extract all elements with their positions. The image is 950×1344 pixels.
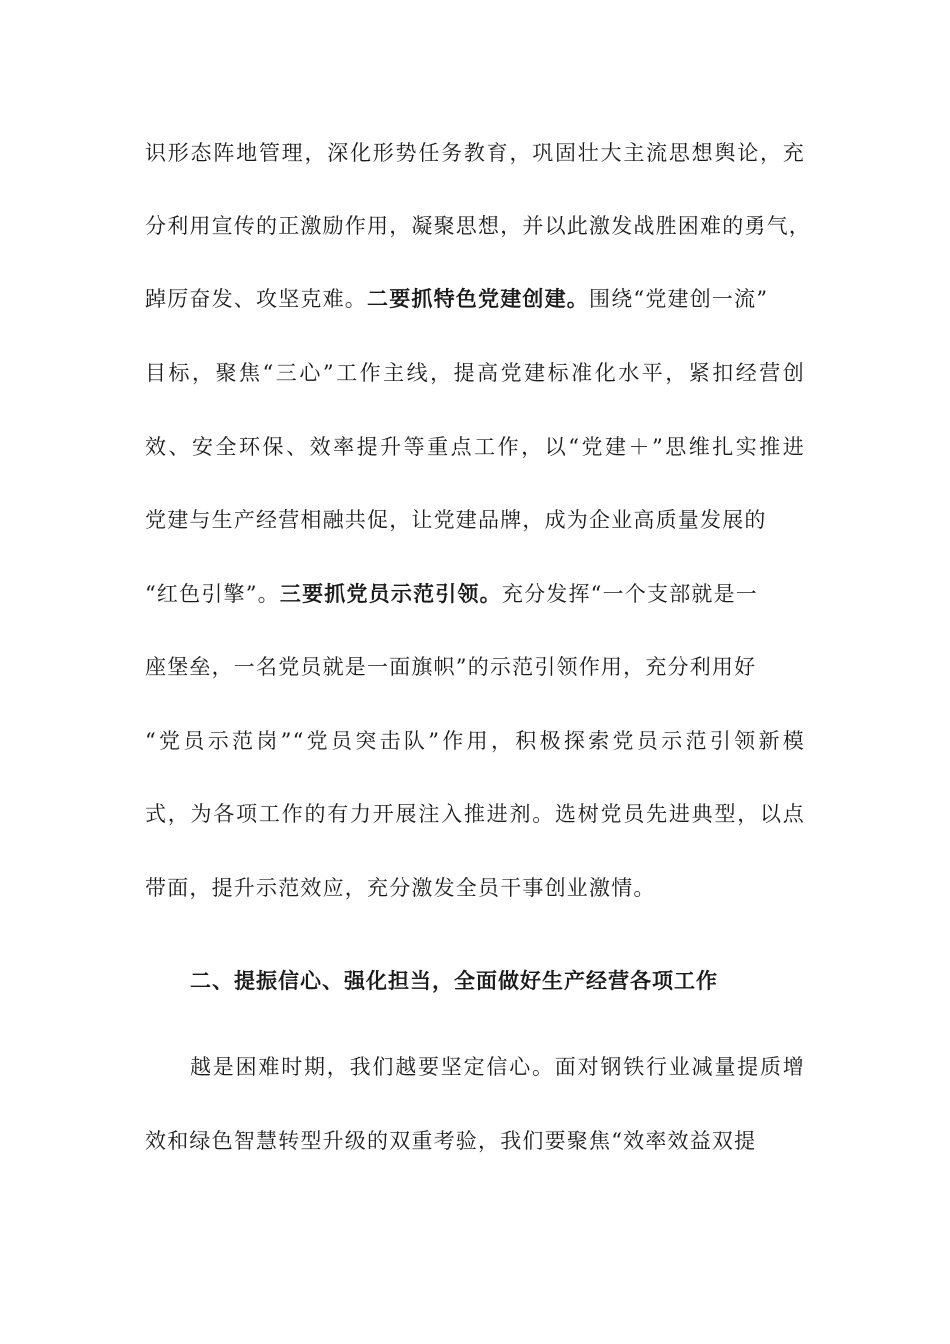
text-run: “红色引擎”。 — [145, 582, 280, 606]
paragraph-line: 分利用宣传的正激励作用，凝聚思想，并以此激发战胜困难的勇气， — [145, 214, 811, 238]
text-run: 踔厉奋发、攻坚克难。 — [145, 287, 367, 311]
paragraph-line: 式，为各项工作的有力开展注入推进剂。选树党员先进典型，以点 — [145, 802, 805, 826]
bold-emphasis: 二要抓特色党建创建。 — [367, 287, 589, 311]
paragraph-line: 带面，提升示范效应，充分激发全员干事创业激情。 — [145, 876, 656, 900]
paragraph-line: 效、安全环保、效率提升等重点工作，以“党建＋”思维扎实推进 — [145, 435, 805, 459]
paragraph-line — [145, 579, 805, 609]
paragraph-line: 党建与生产经营相融共促，让党建品牌，成为企业高质量发展的 — [145, 508, 767, 532]
paragraph-line: 效和绿色智慧转型升级的双重考验，我们要聚焦“效率效益双提 — [145, 1129, 757, 1153]
paragraph-line — [145, 284, 805, 314]
paragraph-line: 目标，聚焦“三心”工作主线，提高党建标准化水平，紧扣经营创 — [145, 361, 805, 385]
paragraph-line: 识形态阵地管理，深化形势任务教育，巩固壮大主流思想舆论，充 — [145, 141, 805, 165]
text-run: 围绕“党建创一流” — [589, 287, 769, 311]
paragraph-line: 越是困难时期，我们越要坚定信心。面对钢铁行业减量提质增 — [190, 1055, 805, 1079]
paragraph-line: “党员示范岗”“党员突击队”作用，积极探索党员示范引领新模 — [145, 729, 805, 753]
bold-emphasis: 三要抓党员示范引领。 — [279, 582, 502, 606]
section-heading: 二、提振信心、强化担当，全面做好生产经营各项工作 — [190, 969, 718, 993]
text-run: 充分发挥“一个支部就是一 — [501, 582, 759, 606]
paragraph-line: 座堡垒，一名党员就是一面旗帜”的示范引领作用，充分利用好 — [145, 655, 757, 679]
